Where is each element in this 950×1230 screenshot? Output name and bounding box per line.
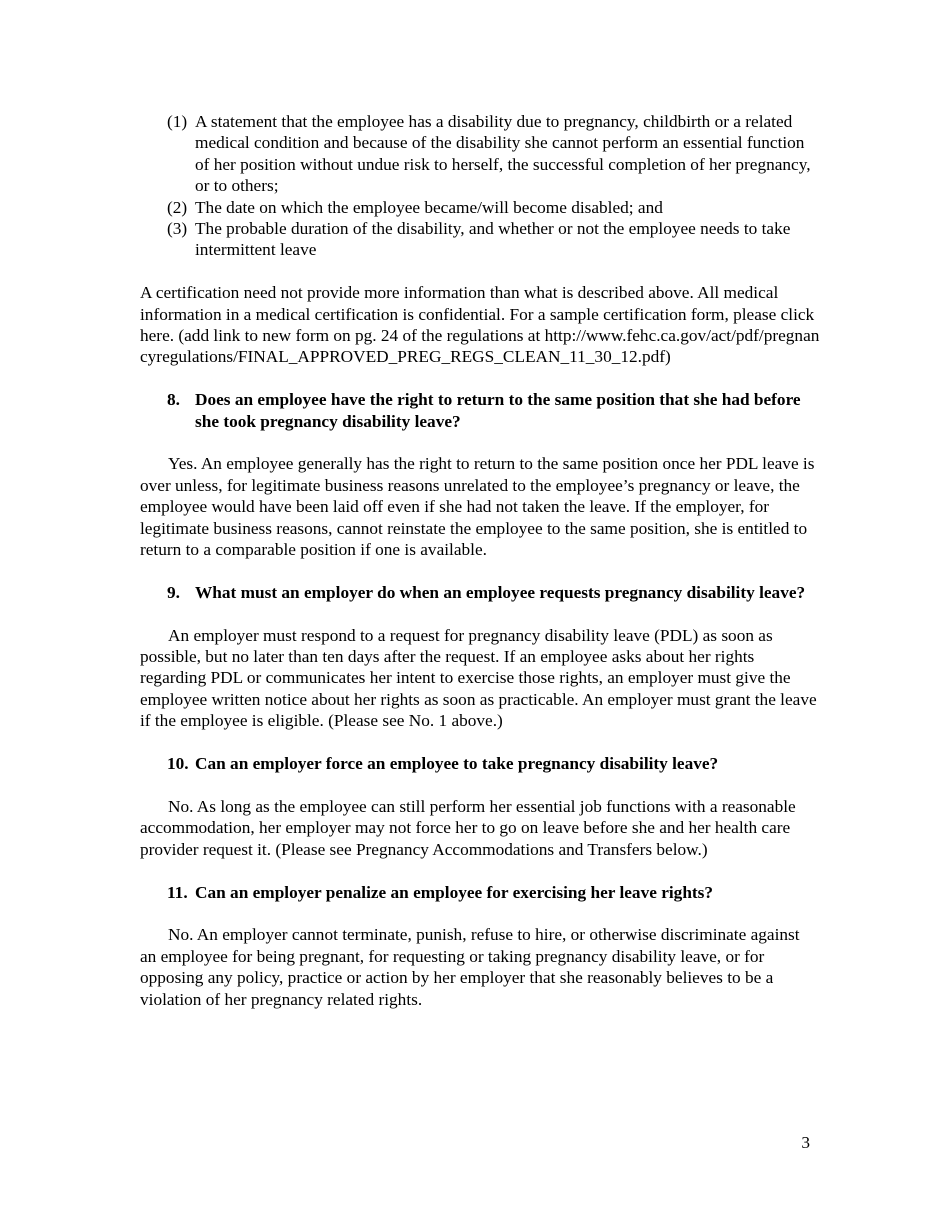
document-page [140,111,820,1010]
list-item-text: The probable duration of the disability, and whether or not the employee needs to take intermittent leave [195,219,791,260]
certification-url: http://www.fehc.ca.gov/act/pdf/pregnancyregulations/FINAL_APPROVED_PREG_REGS_CLEAN_11_30_12.pdf) [140,326,820,367]
faq-question-10 [167,753,820,774]
faq-question-8 [167,389,820,432]
list-item-number: (2) [167,197,188,217]
question-number: 11. [167,882,188,902]
list-item [167,111,820,197]
faq-answer-11: No. An employer cannot terminate, punish, refuse to hire, or otherwise discriminate against an employee for being pregnant, for requesting or taking pregnancy disability leave, or for opposing any policy, practice or action by her employer that she reasonably believes to be a violation of her pregnancy related rights. [140,925,800,1009]
question-text: Can an employer penalize an employee for exercising her leave rights? [195,882,714,902]
question-number: 8. [167,390,180,410]
faq-answer-8: Yes. An employee generally has the right to return to the same position once her PDL leave is over unless, for legitimate business reasons unrelated to the employee’s pregnancy or leave, the employee would have been laid off even if she had not taken the leave. If the employer, for legitimate business reasons, cannot reinstate the employee to the same position, she is entitled to return to a comparable position if one is available. [140,454,815,560]
question-text: Does an employee have the right to return to the same position that she had before she took pregnancy disability leave? [195,390,801,431]
question-number: 9. [167,582,180,602]
question-text: Can an employer force an employee to take pregnancy disability leave? [195,754,719,774]
faq-answer-9: An employer must respond to a request for pregnancy disability leave (PDL) as soon as possible, but no later than ten days after the request. If an employee asks about her rights regarding PDL or communicates her intent to exercise those rights, an employer must give the employee written notice about her rights as soon as practicable. An employer must grant the leave if the employee is eligible. (Please see No. 1 above.) [140,625,817,731]
list-item-text: The date on which the employee became/will become disabled; and [195,197,663,217]
list-item [167,218,820,261]
question-text: What must an employer do when an employee requests pregnancy disability leave? [195,582,806,602]
certification-text: A certification need not provide more information than what is described above. All medical information in a medical certification is confidential. For a sample certification form, please click here. (add link to new form on pg. 24 of the regulations at [140,283,815,346]
faq-question-9 [167,582,820,603]
certification-requirements-list [167,111,820,261]
list-item-number: (3) [167,219,188,239]
question-number: 10. [167,754,189,774]
list-item [167,197,820,218]
faq-question-11 [167,882,820,903]
faq-answer-10: No. As long as the employee can still perform her essential job functions with a reasonable accommodation, her employer may not force her to go on leave before she and her health care provider request it. (Please see Pregnancy Accommodations and Transfers below.) [140,796,796,859]
certification-paragraph [140,282,820,368]
list-item-number: (1) [167,112,188,131]
page-number: 3 [801,1133,810,1152]
list-item-text: A statement that the employee has a disability due to pregnancy, childbirth or a related medical condition and because of the disability she cannot perform an essential function of her position without undue risk to herself, the successful completion of her pregnancy, or to others; [195,112,811,196]
